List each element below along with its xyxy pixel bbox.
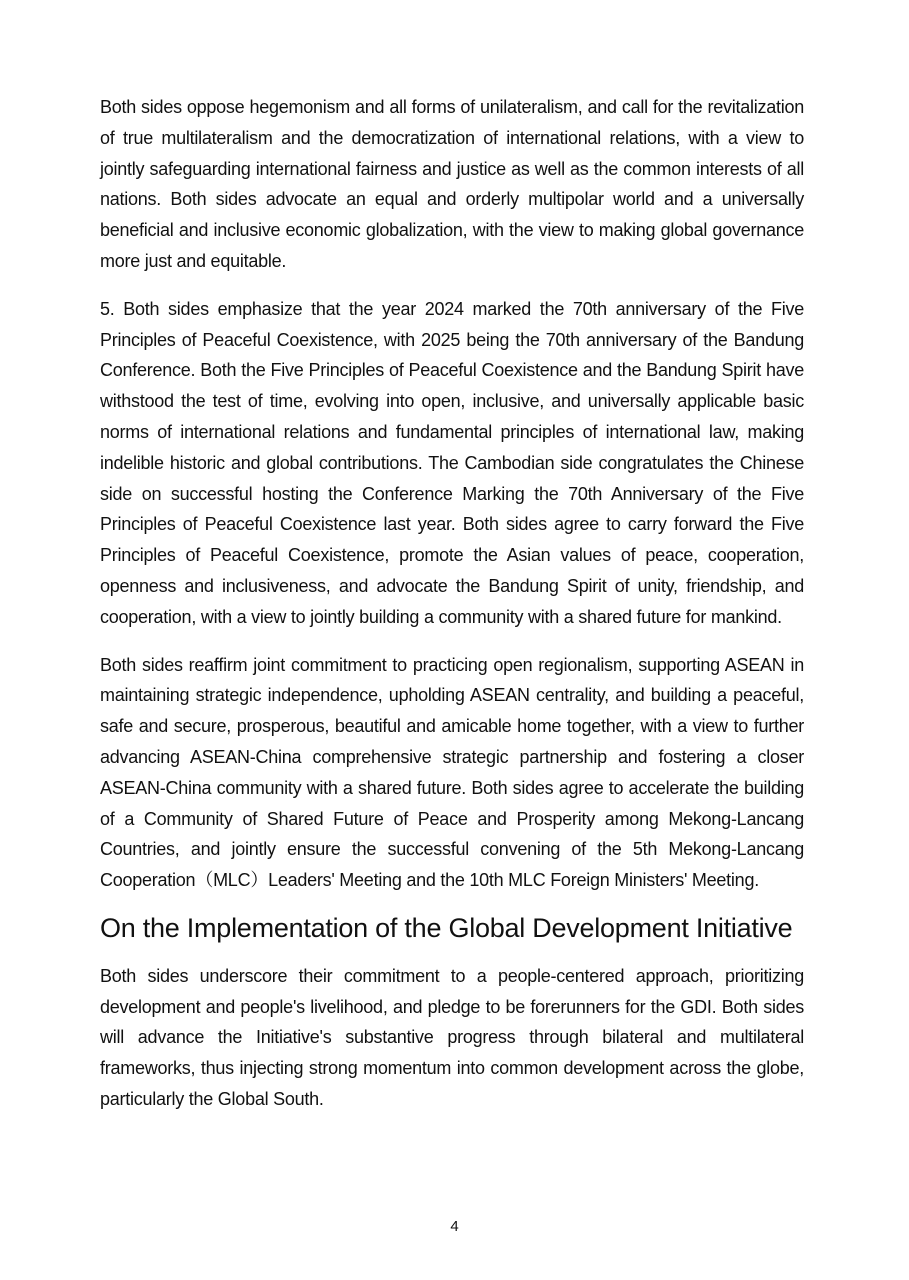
paragraph-gdi: Both sides underscore their commitment to a people-centered approach, prioritizing development and people's livelihood, and pledge to be forerunners for the GDI. Both sides will advance the Initiative's substantive progress through bilateral and multilateral frameworks, thus injecting strong momentum into common development across the globe, particularly the Global South. — [100, 965, 804, 1109]
section-heading: On the Implementation of the Global Development Initiative — [100, 912, 793, 943]
paragraph-multilateralism: Both sides oppose hegemonism and all forms of unilateralism, and call for the revitalization of true multilateralism and the democratization of international relations, with a view to jointly safeguarding international fairness and justice as well as the common interests of all nations. Both sides advocate an equal and orderly multipolar world and a universally beneficial and inclusive economic globalization, with the view to making global governance more just and equitable. — [100, 97, 804, 271]
paragraph-five-principles: 5. Both sides emphasize that the year 2024 marked the 70th anniversary of the Five Principles of Peaceful Coexistence, with 2025 being the 70th anniversary of the Bandung Conference. Both the Five Principles of Peaceful Coexistence and the Bandung Spirit have withstood the test of time, evolving into open, inclusive, and universally applicable basic norms of international relations and fundamental principles of international law, making indelible historic and global contributions. The Cambodian side congratulates the Chinese side on successful hosting the Conference Marking the 70th Anniversary of the Five Principles of Peaceful Coexistence last year. Both sides agree to carry forward the Five Principles of Peaceful Coexistence, promote the Asian values of peace, cooperation, openness and inclusiveness, and advocate the Bandung Spirit of unity, friendship, and cooperation, with a view to jointly building a community with a shared future for mankind. — [100, 298, 804, 627]
document-page — [100, 92, 804, 1132]
page-number: 4 — [450, 1218, 459, 1235]
paragraph-asean: Both sides reaffirm joint commitment to practicing open regionalism, supporting ASEAN in maintaining strategic independence, upholding ASEAN centrality, and building a peaceful, safe and secure, prosperous, beautiful and amicable home together, with a view to further advancing ASEAN-China comprehensive strategic partnership and fostering a closer ASEAN-China community with a shared future. Both sides agree to accelerate the building of a Community of Shared Future of Peace and Prosperity among Mekong-Lancang Countries, and jointly ensure the successful convening of the 5th Mekong-Lancang Cooperation（MLC）Leaders' Meeting and the 10th MLC Foreign Ministers' Meeting. — [100, 654, 804, 891]
